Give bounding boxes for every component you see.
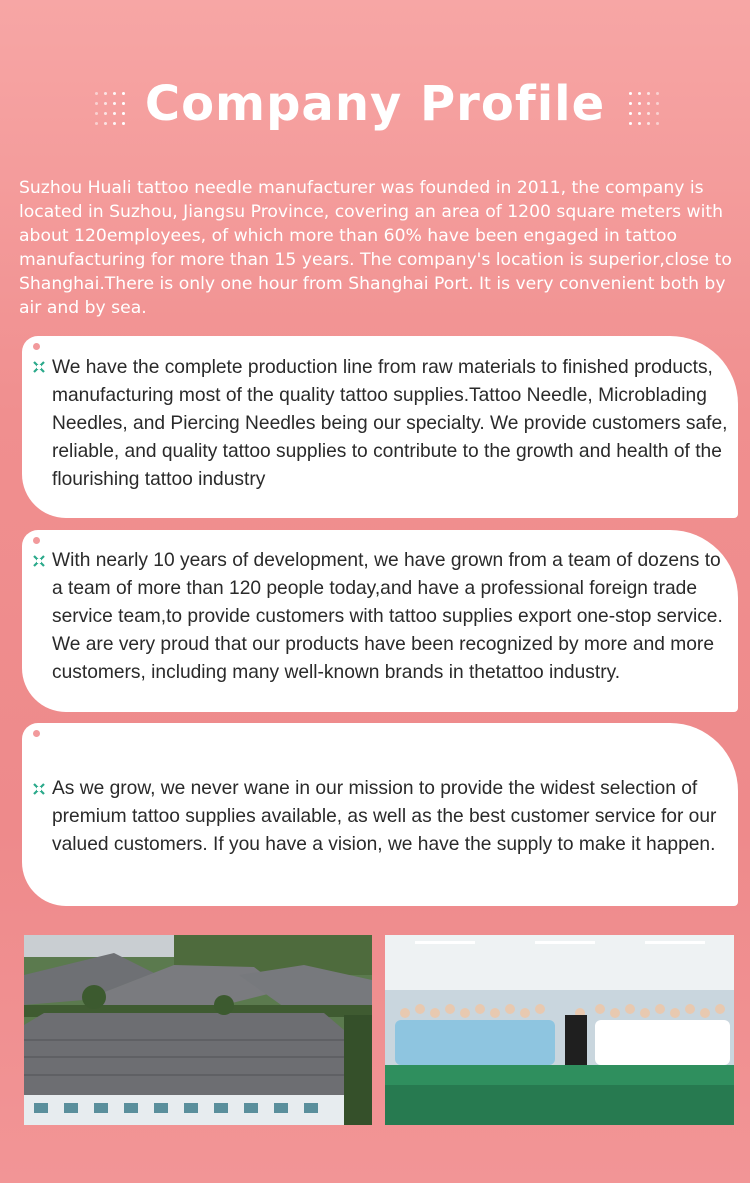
teal-cross-bullet-icon bbox=[32, 782, 46, 796]
pin-dot-icon bbox=[33, 343, 40, 350]
dot-grid-icon bbox=[628, 90, 662, 128]
intro-paragraph: Suzhou Huali tattoo needle manufacturer was founded in 2011, the company is located in Suzhou, Jiangsu Province, covering an area of 1200 square meters with about 120employees, of which more than 60% have been engaged in tattoo manufacturing for more than 15 years. The company's location is superior,close to Shanghai.There is only one hour from Shanghai Port. It is very convenient both by air and by sea. bbox=[19, 178, 732, 318]
teal-cross-bullet-icon bbox=[32, 360, 46, 374]
page-title: Company Profile bbox=[144, 76, 606, 132]
card-text: We have the complete production line from raw materials to finished products, manufacturing most of the quality tattoo supplies.Tattoo Needle, Microblading Needles, and Piercing Needles being our specialty. We provide customers safe, reliable, and quality tattoo supplies to contribute to the growth and health of the flourishing tattoo industry bbox=[52, 357, 728, 490]
pin-dot-icon bbox=[33, 537, 40, 544]
pin-dot-icon bbox=[33, 730, 40, 737]
card-text: As we grow, we never wane in our mission to provide the widest selection of premium tattoo supplies available, as well as the best customer service for our valued customers. If you have a vision, we have the supply to make it happen. bbox=[52, 778, 717, 855]
team-group-photo bbox=[385, 935, 734, 1125]
feature-card bbox=[22, 530, 738, 712]
factory-aerial-photo bbox=[24, 935, 372, 1125]
feature-card bbox=[22, 336, 738, 518]
feature-card bbox=[22, 723, 738, 906]
teal-cross-bullet-icon bbox=[32, 554, 46, 568]
card-text: With nearly 10 years of development, we have grown from a team of dozens to a team of more than 120 people today,and have a professional foreign trade service team,to provide customers with tattoo supplies export one-stop service. We are very proud that our products have been recognized by more and more customers, including many well-known brands in thetattoo industry. bbox=[52, 550, 723, 683]
title-area bbox=[0, 72, 750, 142]
